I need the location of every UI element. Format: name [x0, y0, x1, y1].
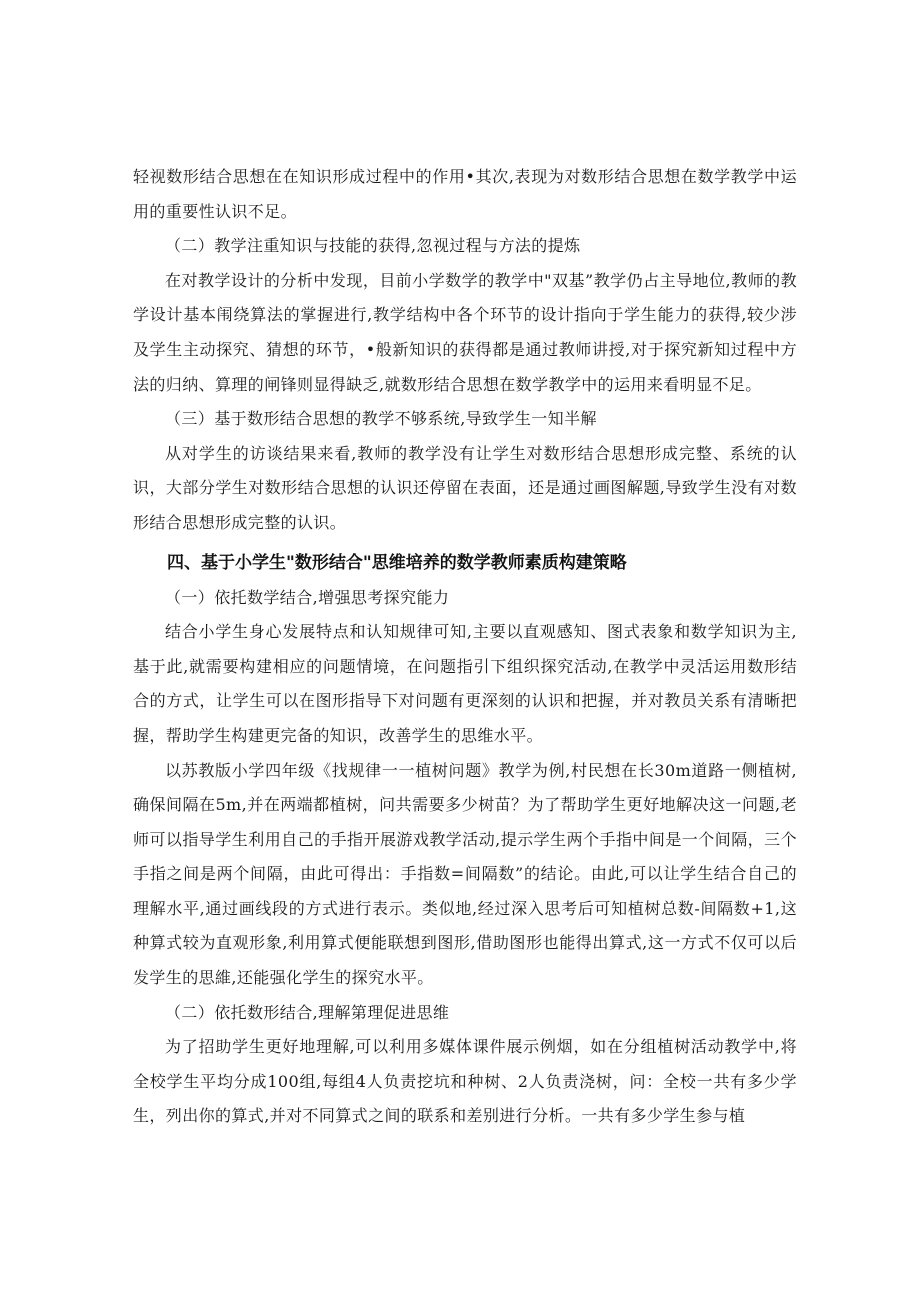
paragraph-tree-planting-example: 以苏教版小学四年级《找规律一一植树问题》教学为例,村民想在长30m道路一侧植树,确保间隔在5m,并在两端都植树，问共需要多少树苗？为了帮助学生更好地解决这一问题,老师可以指导学生利用自己的手指开展游戏教学活动,提示学生两个手指中间是一个间隔，三个手指之间是两个间隔，由此可得出：手指数=间隔数”的结论。由此,可以让学生结合自己的理解水平,通过画线段的方式进行表示。类似地,经过深入思考后可知植树总数-间隔数+1,这种算式较为直观形象,利用算式便能联想到图形,借助图形也能得出算式,这一方式不仅可以后发学生的思維,还能强化学生的探究水平。 [133, 760, 797, 988]
paragraph-student-interviews: 从对学生的访谈结果来看,教师的教学没有让学生对数形结合思想形成完整、系统的认识，大部分学生对数形结合思想的认识还停留在表面，还是通过画图解题,导致学生没有对数形结合思想形成完整的认识。 [133, 443, 797, 532]
subheading-2: （二）教学注重知识与技能的获得,忽视过程与方法的提炼 [165, 236, 581, 256]
subheading-4-1: （一）依托数学结合,增强思考探究能力 [165, 587, 450, 607]
subheading-3: （三）基于数形结合思想的教学不够系统,导致学生一知半解 [165, 409, 597, 429]
paragraph-student-characteristics: 结合小学生身心发展特点和认知规律可知,主要以直观感知、图式表象和数学知识为主,基于此,就需要构建相应的问题情境，在问题指引下组织探究活动,在教学中灵活运用数形结合的方式，让学生可以在图形指导下对问题有更深刻的认识和把握，并对教员关系有清晰把握，帮助学生构建更完备的知识，改善学生的思维水平。 [133, 622, 797, 745]
paragraph-continuation: 轻视数形结合思想在在知识形成过程中的作用•其次,表现为对数形结合思想在数学教学中运用的重要性认识不足。 [133, 167, 797, 221]
section-heading-4: 四、基于小学生"数形结合"思维培养的数学教师素质构建策略 [167, 552, 627, 573]
subheading-4-2: （二）依托数形结合,理解第理促进思维 [165, 1002, 450, 1022]
paragraph-double-basics: 在对教学设计的分析中发现，目前小学数学的教学中"双基”教学仍占主导地位,教师的教学设计基本闱绕算法的掌握进行,教学结构中各个环节的设计指向于学生能力的获得,较少涉及学生主动探究、猜想的环节，•般新知识的获得都是通过教师讲授,对于探究新知过程中方法的归纳、算理的闸锋则显得缺乏,就数形结合思想在数学教学中的运用来看明显不足。 [133, 270, 797, 394]
paragraph-multimedia-example: 为了招助学生更好地理解,可以利用多媒体课件展示例烟，如在分组植树活动教学中,将全校学生平均分成100组,每组4人负责挖坑和种树、2人负责浇树，问：全校一共有多少学生，列出你的算式,并对不同算式之间的联系和差别进行分析。一共有多少学生参与植 [133, 1037, 797, 1126]
document-body [133, 160, 797, 1134]
